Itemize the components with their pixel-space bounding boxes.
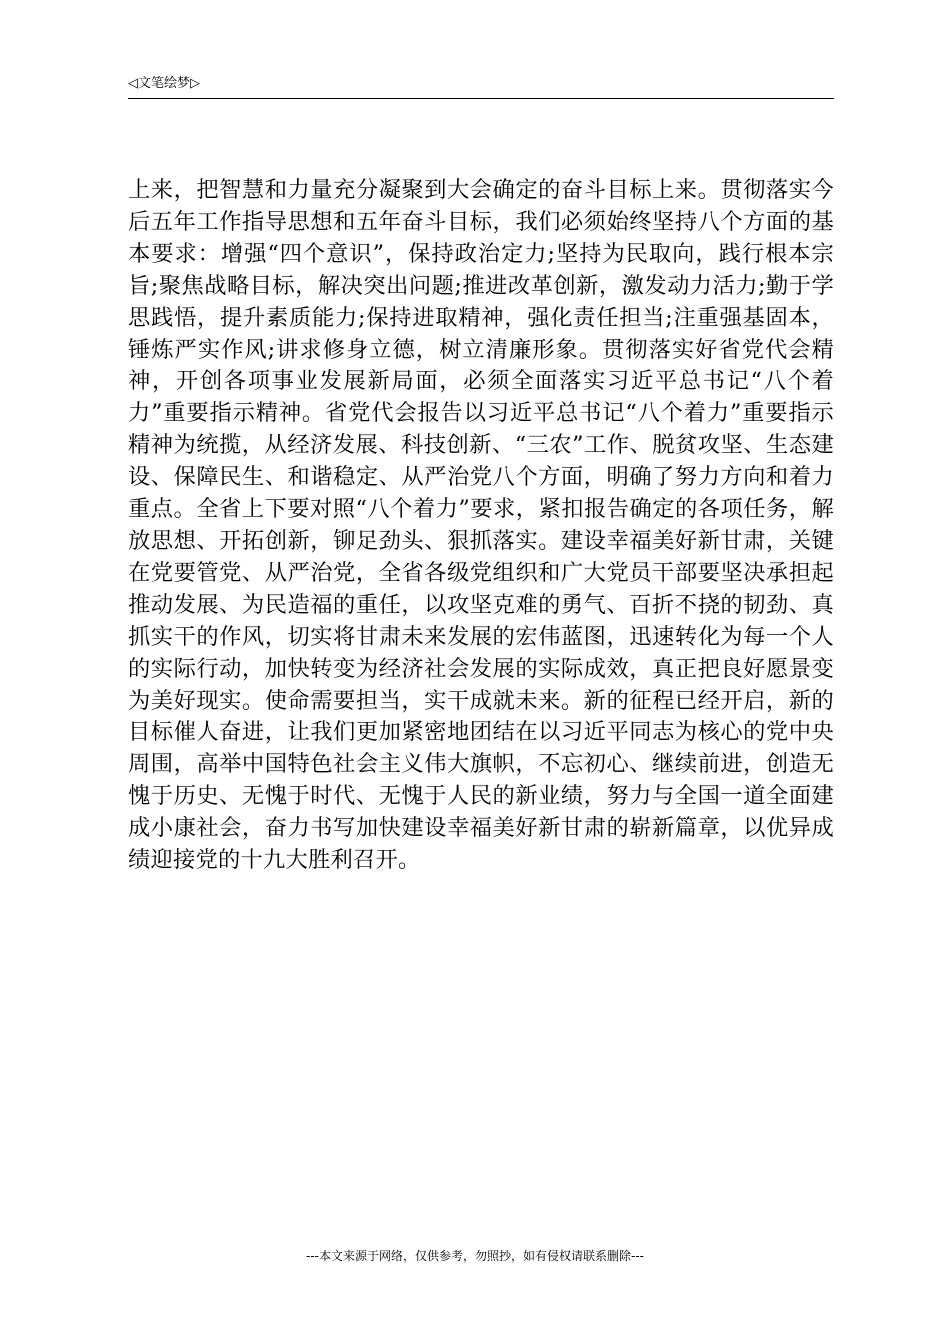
header-title: ◁文笔绘梦▷ — [128, 76, 200, 91]
page-footer: ---本文来源于网络，仅供参考，勿照抄，如有侵权请联系删除--- — [306, 1249, 644, 1263]
page-header — [128, 76, 834, 99]
document-body: 上来，把智慧和力量充分凝聚到大会确定的奋斗目标上来。贯彻落实今后五年工作指导思想和五年奋斗目标，我们必须始终坚持八个方面的基本要求：增强“四个意识”，保持政治定力;坚持为民取向，践行根本宗旨;聚焦战略目标，解决突出问题;推进改革创新，激发动力活力;勤于学思践悟，提升素质能力;保持进取精神，强化责任担当;注重强基固本，锤炼严实作风;讲求修身立德，树立清廉形象。贯彻落实好省党代会精神，开创各项事业发展新局面，必须全面落实习近平总书记“八个着力”重要指示精神。省党代会报告以习近平总书记“八个着力”重要指示精神为统揽，从经济发展、科技创新、“三农”工作、脱贫攻坚、生态建设、保障民生、和谐稳定、从严治党八个方面，明确了努力方向和着力重点。全省上下要对照“八个着力”要求，紧扣报告确定的各项任务，解放思想、开拓创新，铆足劲头、狠抓落实。建设幸福美好新甘肃，关键在党要管党、从严治党，全省各级党组织和广大党员干部要坚决承担起推动发展、为民造福的重任，以攻坚克难的勇气、百折不挠的韧劲、真抓实干的作风，切实将甘肃未来发展的宏伟蓝图，迅速转化为每一个人的实际行动，加快转变为经济社会发展的实际成效，真正把良好愿景变为美好现实。使命需要担当，实干成就未来。新的征程已经开启，新的目标催人奋进，让我们更加紧密地团结在以习近平同志为核心的党中央周围，高举中国特色社会主义伟大旗帜，不忘初心、继续前进，创造无愧于历史、无愧于时代、无愧于人民的新业绩，努力与全国一道全面建成小康社会，奋力书写加快建设幸福美好新甘肃的崭新篇章，以优异成绩迎接党的十九大胜利召开。 — [128, 177, 834, 874]
